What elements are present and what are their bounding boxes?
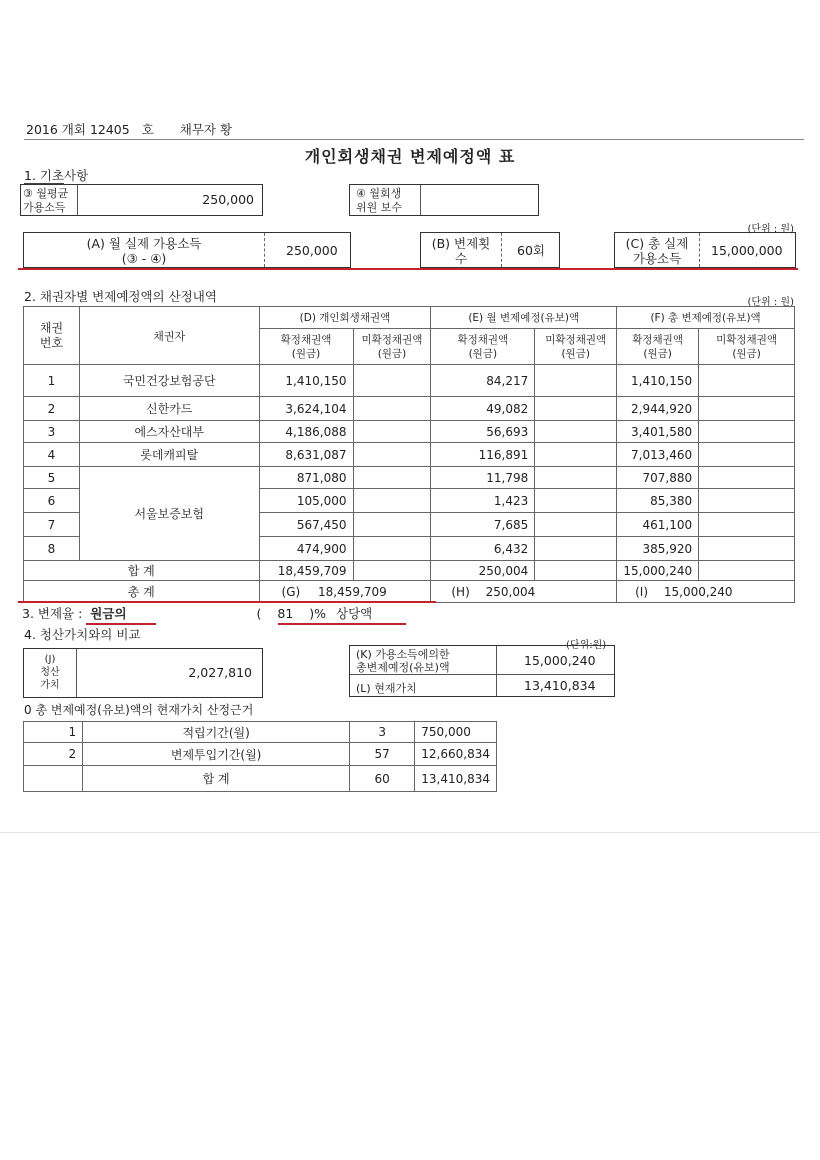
row-e-fixed: 7,685 [431, 513, 535, 537]
table-row [24, 421, 795, 443]
subtotal-e: 250,004 [431, 561, 535, 581]
red-underline-principal [86, 623, 156, 625]
row-e-unfixed [535, 443, 617, 467]
row-no: 1 [24, 365, 80, 397]
row-e-fixed: 6,432 [431, 537, 535, 561]
row-d-unfixed [353, 397, 431, 421]
row-e-unfixed [535, 467, 617, 489]
b-installments-label-2: 수 [454, 251, 468, 266]
h-total-cell [431, 581, 617, 603]
subtotal-row [24, 561, 795, 581]
row-d-fixed: 8,631,087 [259, 443, 353, 467]
table-row [24, 467, 795, 489]
present-value-table [23, 721, 497, 792]
row-e-fixed: 49,082 [431, 397, 535, 421]
l-label: (L) 현재가치 [356, 682, 417, 695]
subtotal-f-unfixed [699, 561, 795, 581]
sub-fixed-e: 확정채권액 [457, 333, 509, 346]
subtotal-e-unfixed [535, 561, 617, 581]
g-total-cell [259, 581, 431, 603]
total-label: 총 계 [24, 581, 260, 603]
row-d-unfixed [353, 443, 431, 467]
row-d-fixed: 3,624,104 [259, 397, 353, 421]
rate-paren-open: ( [256, 606, 262, 621]
j-label-2: 청산 [40, 667, 60, 678]
pv-row-months: 57 [350, 743, 415, 766]
repayment-rate: 81 [277, 606, 294, 621]
k-label: (K) 가용소득에의한 [356, 648, 450, 661]
commissioner-fee-label-2: 위원 보수 [356, 201, 403, 214]
row-e-unfixed [535, 537, 617, 561]
row-e-fixed: 116,891 [431, 443, 535, 467]
row-f-fixed: 3,401,580 [617, 421, 699, 443]
row-d-fixed: 105,000 [259, 489, 353, 513]
sub-unfixed-d: 미확정채권액 [361, 333, 423, 346]
sub-unfixed-f: 미확정채권액 [716, 333, 777, 346]
row-d-unfixed [353, 365, 431, 397]
col-e-header: (E) 월 변제예정(유보)액 [431, 307, 617, 329]
pv-row-label: 변제투입기간(월) [83, 743, 350, 766]
pv-total-row [24, 766, 497, 792]
row-f-fixed: 385,920 [617, 537, 699, 561]
row-f-unfixed [699, 537, 795, 561]
h-value: 250,004 [485, 584, 536, 599]
b-installments-label: (B) 변제횟 [431, 236, 491, 251]
row-e-unfixed [535, 365, 617, 397]
row-e-fixed: 84,217 [431, 365, 535, 397]
commissioner-fee-box [349, 184, 539, 216]
section3-heading: 3. 변제율 : [22, 606, 83, 621]
row-d-unfixed [353, 513, 431, 537]
case-number-line [26, 123, 326, 137]
sub-fixed-d-2: (원금) [291, 347, 321, 360]
scan-edge-line [0, 832, 820, 833]
sub-fixed-f-2: (원금) [643, 347, 672, 360]
table-header-row [24, 307, 795, 329]
case-year: 2016 [26, 122, 58, 137]
red-underline-rate [278, 623, 406, 625]
rate-paren-close: )% [309, 606, 327, 621]
sub-unfixed-f-2: (원금) [732, 347, 761, 360]
debtor-name: 황 [219, 122, 233, 137]
row-creditor: 국민건강보험공단 [79, 365, 259, 397]
row-creditor-merged: 서울보증보험 [79, 467, 259, 561]
row-d-unfixed [353, 489, 431, 513]
j-label-3: 가치 [40, 680, 60, 691]
row-no: 6 [24, 489, 80, 513]
table-row [24, 722, 497, 743]
pv-row-no: 2 [24, 743, 83, 766]
table-row [24, 743, 497, 766]
subtotal-d-unfixed [353, 561, 431, 581]
h-label: (H) [451, 584, 470, 599]
row-f-fixed: 1,410,150 [617, 365, 699, 397]
sub-unfixed-d-2: (원금) [377, 347, 407, 360]
row-creditor: 롯데캐피탈 [79, 443, 259, 467]
row-d-unfixed [353, 467, 431, 489]
pv-row-value: 750,000 [415, 722, 497, 743]
page-title: 개인회생채권 변제예정액 표 [304, 147, 516, 166]
row-f-fixed: 2,944,920 [617, 397, 699, 421]
l-value: 13,410,834 [524, 678, 596, 693]
pv-row-months: 3 [350, 722, 415, 743]
section2-unit: (단위 : 원) [747, 297, 794, 308]
row-f-unfixed [699, 467, 795, 489]
row-creditor: 신한카드 [79, 397, 259, 421]
sub-fixed-f: 확정채권액 [632, 333, 683, 346]
section3-line [22, 607, 372, 621]
row-d-fixed: 4,186,088 [259, 421, 353, 443]
row-d-unfixed [353, 421, 431, 443]
pv-row-no: 1 [24, 722, 83, 743]
i-total-cell [617, 581, 795, 603]
sub-unfixed-e: 미확정채권액 [545, 333, 607, 346]
commissioner-fee-label: ④ 월회생 [356, 187, 402, 200]
i-value: 15,000,240 [663, 584, 733, 599]
row-e-fixed: 1,423 [431, 489, 535, 513]
pv-row-label: 적립기간(월) [83, 722, 350, 743]
row-e-unfixed [535, 421, 617, 443]
col-no-header-2: 번호 [39, 335, 64, 350]
row-e-unfixed [535, 489, 617, 513]
c-total-income-label: (C) 총 실제 [625, 236, 689, 251]
section5-heading: 0 총 변제예정(유보)액의 현재가치 산정근거 [24, 703, 254, 717]
row-f-unfixed [699, 513, 795, 537]
pv-total-months: 60 [350, 766, 415, 792]
red-underline-1 [18, 268, 798, 270]
row-f-fixed: 707,880 [617, 467, 699, 489]
j-value: 2,027,810 [188, 665, 252, 680]
a-income-formula: (③ - ④) [121, 251, 167, 266]
equivalent-label: 상당액 [336, 606, 373, 621]
section4-heading: 4. 청산가치와의 비교 [24, 627, 141, 642]
c-total-income-box [614, 232, 796, 268]
sub-fixed-d: 확정채권액 [280, 333, 332, 346]
sub-fixed-e-2: (원금) [468, 347, 498, 360]
row-creditor: 에스자산대부 [79, 421, 259, 443]
row-f-unfixed [699, 443, 795, 467]
row-d-fixed: 1,410,150 [259, 365, 353, 397]
row-d-fixed: 567,450 [259, 513, 353, 537]
case-number: 12405 [89, 122, 130, 137]
row-no: 2 [24, 397, 80, 421]
section1-unit: (단위 : 원) [747, 224, 794, 235]
row-f-unfixed [699, 489, 795, 513]
row-no: 3 [24, 421, 80, 443]
subtotal-label: 합 계 [24, 561, 260, 581]
table-row [24, 397, 795, 421]
section4-unit: (단위:원) [566, 640, 607, 651]
pv-total-empty [24, 766, 83, 792]
subtotal-f: 15,000,240 [617, 561, 699, 581]
avg-income-label-2: 가용소득 [23, 201, 66, 214]
row-no: 4 [24, 443, 80, 467]
liquidation-value-box [23, 648, 263, 698]
row-no: 8 [24, 537, 80, 561]
section1-heading: 1. 기초사항 [24, 168, 89, 183]
c-total-income-label-2: 가용소득 [632, 251, 682, 266]
avg-income-value: 250,000 [202, 192, 254, 207]
row-d-unfixed [353, 537, 431, 561]
case-ho: 호 [141, 122, 154, 137]
col-no-header: 채권 [39, 320, 64, 335]
pv-total-label: 합 계 [83, 766, 350, 792]
row-no: 7 [24, 513, 80, 537]
k-label-2: 총변제예정(유보)액 [356, 661, 450, 674]
kl-compare-box [349, 645, 615, 697]
avg-income-box [20, 184, 263, 216]
col-f-header: (F) 총 변제예정(유보)액 [617, 307, 795, 329]
row-d-fixed: 474,900 [259, 537, 353, 561]
a-income-label: (A) 월 실제 가용소득 [86, 236, 202, 251]
pv-row-value: 12,660,834 [415, 743, 497, 766]
row-f-unfixed [699, 397, 795, 421]
header-rule [24, 139, 804, 140]
table-row [24, 365, 795, 397]
col-creditor-header: 채권자 [79, 307, 259, 365]
i-label: (I) [635, 584, 649, 599]
g-value: 18,459,709 [318, 584, 387, 599]
subtotal-d: 18,459,709 [259, 561, 353, 581]
pv-total-value: 13,410,834 [415, 766, 497, 792]
table-row [24, 443, 795, 467]
case-type: 개회 [61, 122, 86, 137]
total-row [24, 581, 795, 603]
row-f-unfixed [699, 421, 795, 443]
row-e-unfixed [535, 513, 617, 537]
b-installments-value: 60회 [517, 243, 545, 258]
sub-unfixed-e-2: (원금) [561, 347, 590, 360]
a-income-box [23, 232, 351, 268]
row-f-fixed: 85,380 [617, 489, 699, 513]
row-f-fixed: 7,013,460 [617, 443, 699, 467]
red-underline-2 [18, 601, 436, 603]
row-f-unfixed [699, 365, 795, 397]
creditor-table [23, 306, 795, 603]
row-e-fixed: 56,693 [431, 421, 535, 443]
principal-label: 원금의 [90, 606, 127, 621]
c-total-income-value: 15,000,000 [711, 243, 783, 258]
avg-income-label: ③ 월평균 [23, 187, 69, 200]
row-e-fixed: 11,798 [431, 467, 535, 489]
col-d-header: (D) 개인회생채권액 [259, 307, 431, 329]
row-f-fixed: 461,100 [617, 513, 699, 537]
section2-heading: 2. 채권자별 변제예정액의 산정내역 [24, 289, 217, 304]
j-label: (J) [44, 654, 56, 665]
row-no: 5 [24, 467, 80, 489]
debtor-label: 채무자 [179, 122, 216, 137]
b-installments-box [420, 232, 560, 268]
a-income-value: 250,000 [286, 243, 338, 258]
g-label: (G) [281, 584, 301, 599]
row-d-fixed: 871,080 [259, 467, 353, 489]
row-e-unfixed [535, 397, 617, 421]
k-value: 15,000,240 [524, 653, 596, 668]
